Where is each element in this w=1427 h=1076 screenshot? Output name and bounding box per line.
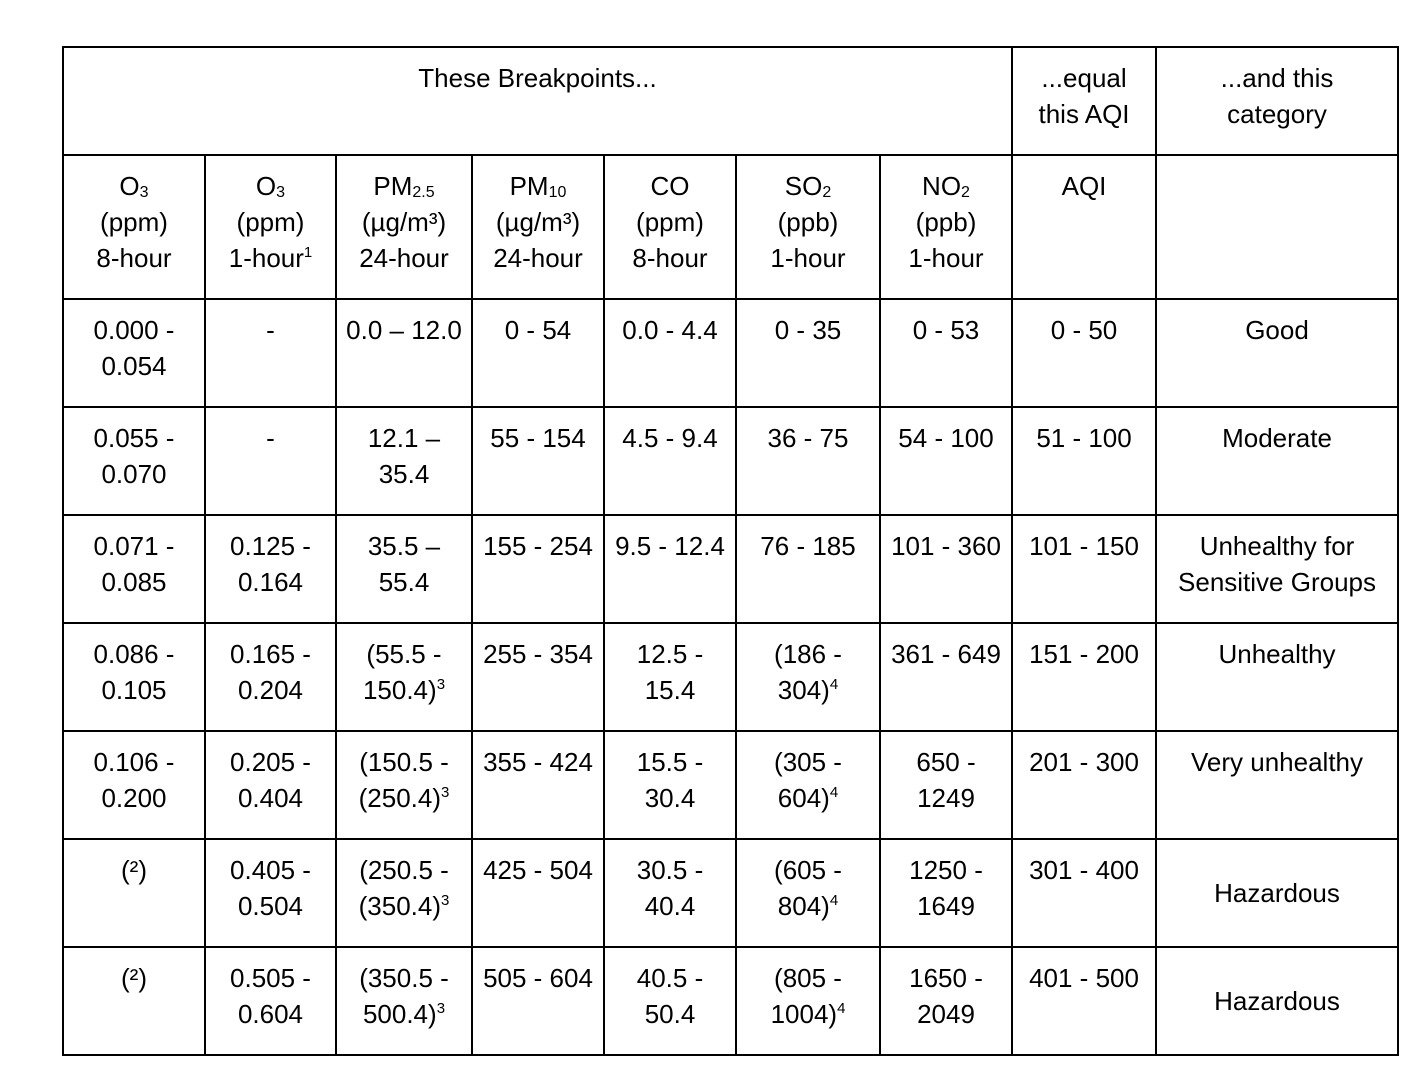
cell-pm25-line1: 35.5 – xyxy=(367,531,441,561)
cell-o3-8h xyxy=(63,839,205,947)
cell-o3-1h xyxy=(205,623,336,731)
col-period: 8-hour xyxy=(96,243,172,273)
cell-co-line1: 30.5 - xyxy=(636,855,704,885)
cell-category-line2: Sensitive Groups xyxy=(1178,567,1376,597)
col-name: CO xyxy=(650,171,690,201)
cell-aqi-text: 201 - 300 xyxy=(1029,747,1139,777)
cell-pm25-line2: 35.4 xyxy=(378,459,430,489)
cell-category xyxy=(1156,623,1398,731)
cell-pm25-line2: 500.4) xyxy=(362,999,437,1029)
cell-o3-1h xyxy=(205,515,336,623)
cell-co-line2: 40.4 xyxy=(644,891,696,921)
cell-so2 xyxy=(736,947,880,1055)
cell-pm10-text: 0 - 54 xyxy=(504,315,572,345)
cell-co-line2: 30.4 xyxy=(644,783,696,813)
aqi-header-line1: ...equal xyxy=(1041,63,1127,93)
cell-o3-8h-line1: (²) xyxy=(121,855,147,885)
col-name-sub: 3 xyxy=(139,184,149,201)
cell-o3-8h-line2: 0.200 xyxy=(101,783,167,813)
cell-pm10-text: 355 - 424 xyxy=(483,747,593,777)
cell-co xyxy=(604,947,736,1055)
col-header-pm25 xyxy=(336,155,472,299)
cell-so2-line2: 304) xyxy=(777,675,830,705)
cell-o3-8h-line1: 0.086 - xyxy=(93,639,175,669)
col-name-sub: 2 xyxy=(961,184,970,201)
cell-co xyxy=(604,839,736,947)
cell-aqi xyxy=(1012,407,1156,515)
cell-pm25-line1: (150.5 - xyxy=(359,747,449,777)
col-unit: (µg/m³) xyxy=(495,207,581,237)
cell-so2-line1: (305 - xyxy=(774,747,842,777)
cell-pm25 xyxy=(336,731,472,839)
cell-no2 xyxy=(880,731,1012,839)
category-header-line2: category xyxy=(1227,99,1327,129)
cell-pm25 xyxy=(336,839,472,947)
cell-o3-8h-line2: 0.070 xyxy=(101,459,167,489)
col-header-o3-1h xyxy=(205,155,336,299)
cell-co xyxy=(604,299,736,407)
cell-o3-8h xyxy=(63,947,205,1055)
cell-category xyxy=(1156,947,1398,1055)
cell-no2-line1: 1650 - xyxy=(909,963,983,993)
footnote-marker: 3 xyxy=(441,892,450,909)
cell-so2-line1: (186 - xyxy=(774,639,842,669)
cell-category-line1: Unhealthy for xyxy=(1199,531,1355,561)
cell-pm25-line2: (250.4) xyxy=(358,783,442,813)
aqi-breakpoints-table xyxy=(62,46,1399,1056)
cell-category-line1: Good xyxy=(1245,315,1309,345)
cell-co xyxy=(604,515,736,623)
cell-so2-line1: 76 - 185 xyxy=(760,531,856,561)
cell-o3-8h xyxy=(63,623,205,731)
table-row xyxy=(63,299,1398,407)
footnote-marker: 1 xyxy=(303,244,313,261)
cell-o3-1h-line2: 0.404 xyxy=(237,783,304,813)
cell-co-line1: 9.5 - 12.4 xyxy=(615,531,725,561)
cell-o3-1h xyxy=(205,407,336,515)
col-name: PM xyxy=(509,171,549,201)
col-name: O xyxy=(255,171,277,201)
cell-category xyxy=(1156,299,1398,407)
col-name: AQI xyxy=(1061,171,1107,201)
cell-aqi-text: 101 - 150 xyxy=(1029,531,1139,561)
cell-category xyxy=(1156,839,1398,947)
cell-o3-1h xyxy=(205,839,336,947)
col-name-sub: 2 xyxy=(822,184,832,201)
footnote-marker: 3 xyxy=(441,784,450,801)
cell-pm10 xyxy=(472,299,604,407)
col-unit: (ppm) xyxy=(100,207,168,237)
cell-no2-line2: 1649 xyxy=(917,891,975,921)
cell-pm25 xyxy=(336,947,472,1055)
col-header-co xyxy=(604,155,736,299)
cell-pm10 xyxy=(472,623,604,731)
col-period: 1-hour xyxy=(908,243,984,273)
table-row xyxy=(63,839,1398,947)
cell-category-line1: Very unhealthy xyxy=(1191,747,1364,777)
cell-pm25 xyxy=(336,407,472,515)
cell-no2 xyxy=(880,407,1012,515)
cell-so2-line1: (605 - xyxy=(774,855,842,885)
table-row xyxy=(63,947,1398,1055)
col-header-aqi xyxy=(1012,155,1156,299)
cell-co-line1: 0.0 - 4.4 xyxy=(622,315,718,345)
cell-aqi xyxy=(1012,299,1156,407)
cell-no2 xyxy=(880,947,1012,1055)
col-name: NO xyxy=(922,171,962,201)
cell-aqi-text: 51 - 100 xyxy=(1036,423,1132,453)
cell-aqi xyxy=(1012,623,1156,731)
cell-co-line1: 40.5 - xyxy=(636,963,704,993)
cell-pm10-text: 425 - 504 xyxy=(483,855,593,885)
cell-aqi-text: 151 - 200 xyxy=(1029,639,1139,669)
cell-pm10-text: 55 - 154 xyxy=(490,423,586,453)
cell-o3-1h-line2: 0.164 xyxy=(237,567,304,597)
cell-no2-line1: 0 - 53 xyxy=(912,315,980,345)
cell-no2 xyxy=(880,299,1012,407)
cell-co xyxy=(604,731,736,839)
col-unit: (ppb) xyxy=(915,207,977,237)
cell-category-line1: Hazardous xyxy=(1214,986,1340,1016)
cell-no2 xyxy=(880,623,1012,731)
cell-pm25 xyxy=(336,299,472,407)
cell-so2-line1: 36 - 75 xyxy=(767,423,849,453)
cell-aqi xyxy=(1012,731,1156,839)
cell-o3-8h-line2: 0.105 xyxy=(101,675,167,705)
cell-o3-8h xyxy=(63,407,205,515)
cell-o3-1h-line2: 0.504 xyxy=(237,891,304,921)
cell-aqi-text: 0 - 50 xyxy=(1050,315,1118,345)
cell-o3-8h-line2: 0.054 xyxy=(101,351,167,381)
col-period: 8-hour xyxy=(632,243,708,273)
cell-so2-line1: (805 - xyxy=(774,963,842,993)
col-unit: (ppm) xyxy=(236,207,305,237)
cell-aqi-text: 301 - 400 xyxy=(1029,855,1139,885)
cell-pm25-line2: (350.4) xyxy=(358,891,442,921)
cell-o3-1h-line1: - xyxy=(266,315,275,345)
cell-co-line1: 12.5 - xyxy=(636,639,704,669)
cell-pm25-line2: 150.4) xyxy=(362,675,437,705)
col-unit: (ppb) xyxy=(777,207,839,237)
cell-category-line1: Hazardous xyxy=(1214,878,1340,908)
cell-o3-1h xyxy=(205,299,336,407)
cell-so2 xyxy=(736,623,880,731)
header-row-intro xyxy=(63,47,1398,155)
cell-o3-8h-line2: 0.085 xyxy=(101,567,167,597)
cell-pm25-line1: 12.1 – xyxy=(367,423,441,453)
category-header-cell xyxy=(1156,47,1398,155)
cell-so2-line2: 804) xyxy=(777,891,830,921)
cell-so2-line2: 1004) xyxy=(770,999,838,1029)
breakpoints-header-text: These Breakpoints... xyxy=(418,63,657,93)
cell-so2-line1: 0 - 35 xyxy=(774,315,842,345)
col-name: PM xyxy=(373,171,413,201)
col-name: SO xyxy=(784,171,823,201)
cell-co-line1: 15.5 - xyxy=(636,747,704,777)
cell-o3-1h-line1: 0.505 - xyxy=(230,963,311,993)
footnote-marker: 4 xyxy=(829,892,839,909)
footnote-marker: 3 xyxy=(436,1000,446,1017)
cell-o3-1h xyxy=(205,731,336,839)
col-unit: (µg/m³) xyxy=(361,207,447,237)
cell-pm10-text: 505 - 604 xyxy=(483,963,593,993)
cell-co xyxy=(604,623,736,731)
cell-o3-1h-line1: 0.405 - xyxy=(230,855,311,885)
cell-o3-1h-line2: 0.204 xyxy=(237,675,304,705)
cell-so2 xyxy=(736,839,880,947)
cell-o3-8h xyxy=(63,731,205,839)
cell-so2 xyxy=(736,299,880,407)
cell-pm25-line1: (250.5 - xyxy=(359,855,449,885)
cell-aqi xyxy=(1012,947,1156,1055)
cell-so2 xyxy=(736,407,880,515)
cell-category xyxy=(1156,407,1398,515)
cell-o3-1h-line1: 0.165 - xyxy=(230,639,311,669)
cell-no2-line1: 54 - 100 xyxy=(898,423,994,453)
cell-co-line1: 4.5 - 9.4 xyxy=(622,423,718,453)
cell-no2-line1: 650 - xyxy=(916,747,976,777)
footnote-marker: 4 xyxy=(829,784,839,801)
col-period: 1-hour xyxy=(228,243,304,273)
breakpoints-header-cell xyxy=(63,47,1012,155)
cell-o3-8h xyxy=(63,515,205,623)
footnote-marker: 4 xyxy=(829,676,839,693)
table-row xyxy=(63,731,1398,839)
cell-o3-8h-line1: 0.106 - xyxy=(93,747,175,777)
col-header-so2 xyxy=(736,155,880,299)
cell-so2 xyxy=(736,731,880,839)
cell-o3-8h-line1: 0.055 - xyxy=(93,423,175,453)
cell-category-line1: Unhealthy xyxy=(1218,639,1336,669)
cell-co-line2: 15.4 xyxy=(644,675,696,705)
cell-category-line1: Moderate xyxy=(1222,423,1332,453)
cell-so2-line2: 604) xyxy=(777,783,830,813)
col-period: 24-hour xyxy=(493,243,583,273)
category-header-line1: ...and this xyxy=(1220,63,1334,93)
cell-category xyxy=(1156,731,1398,839)
col-period: 1-hour xyxy=(770,243,846,273)
cell-o3-8h xyxy=(63,299,205,407)
cell-no2-line2: 1249 xyxy=(917,783,975,813)
cell-no2-line1: 361 - 649 xyxy=(891,639,1001,669)
cell-aqi xyxy=(1012,515,1156,623)
cell-pm25 xyxy=(336,515,472,623)
table-row xyxy=(63,623,1398,731)
cell-o3-8h-line1: 0.000 - xyxy=(93,315,175,345)
cell-o3-1h-line2: 0.604 xyxy=(237,999,304,1029)
col-header-o3-8h xyxy=(63,155,205,299)
cell-pm25-line1: (350.5 - xyxy=(359,963,449,993)
pollutant-header-row xyxy=(63,155,1398,299)
col-header-no2 xyxy=(880,155,1012,299)
cell-aqi xyxy=(1012,839,1156,947)
cell-co xyxy=(604,407,736,515)
col-period: 24-hour xyxy=(359,243,449,273)
col-name-sub: 3 xyxy=(276,184,286,201)
footnote-marker: 4 xyxy=(837,1000,846,1017)
cell-pm10 xyxy=(472,839,604,947)
col-unit: (ppm) xyxy=(636,207,704,237)
col-header-category xyxy=(1156,155,1398,299)
cell-no2 xyxy=(880,515,1012,623)
cell-aqi-text: 401 - 500 xyxy=(1029,963,1139,993)
cell-co-line2: 50.4 xyxy=(644,999,696,1029)
cell-o3-1h-line1: 0.205 - xyxy=(230,747,311,777)
cell-o3-1h xyxy=(205,947,336,1055)
cell-category xyxy=(1156,515,1398,623)
cell-no2 xyxy=(880,839,1012,947)
table-row xyxy=(63,515,1398,623)
cell-pm10-text: 155 - 254 xyxy=(483,531,593,561)
cell-o3-8h-line1: (²) xyxy=(121,963,147,993)
cell-pm10 xyxy=(472,947,604,1055)
cell-pm25 xyxy=(336,623,472,731)
col-name-sub: 2.5 xyxy=(412,184,435,201)
cell-pm25-line1: 0.0 – 12.0 xyxy=(346,315,462,345)
cell-no2-line1: 1250 - xyxy=(909,855,983,885)
cell-o3-8h-line1: 0.071 - xyxy=(93,531,175,561)
cell-pm10 xyxy=(472,731,604,839)
cell-pm25-line1: (55.5 - xyxy=(366,639,442,669)
footnote-marker: 3 xyxy=(436,676,446,693)
cell-pm25-line2: 55.4 xyxy=(378,567,430,597)
cell-no2-line2: 2049 xyxy=(917,999,975,1029)
cell-so2 xyxy=(736,515,880,623)
table-row xyxy=(63,407,1398,515)
cell-o3-1h-line1: 0.125 - xyxy=(230,531,311,561)
cell-o3-1h-line1: - xyxy=(266,423,275,453)
cell-pm10 xyxy=(472,407,604,515)
col-name-sub: 10 xyxy=(548,184,567,201)
aqi-header-line2: this AQI xyxy=(1038,99,1130,129)
cell-no2-line1: 101 - 360 xyxy=(891,531,1001,561)
cell-pm10 xyxy=(472,515,604,623)
col-name: O xyxy=(119,171,140,201)
col-header-pm10 xyxy=(472,155,604,299)
aqi-header-cell xyxy=(1012,47,1156,155)
cell-pm10-text: 255 - 354 xyxy=(483,639,593,669)
